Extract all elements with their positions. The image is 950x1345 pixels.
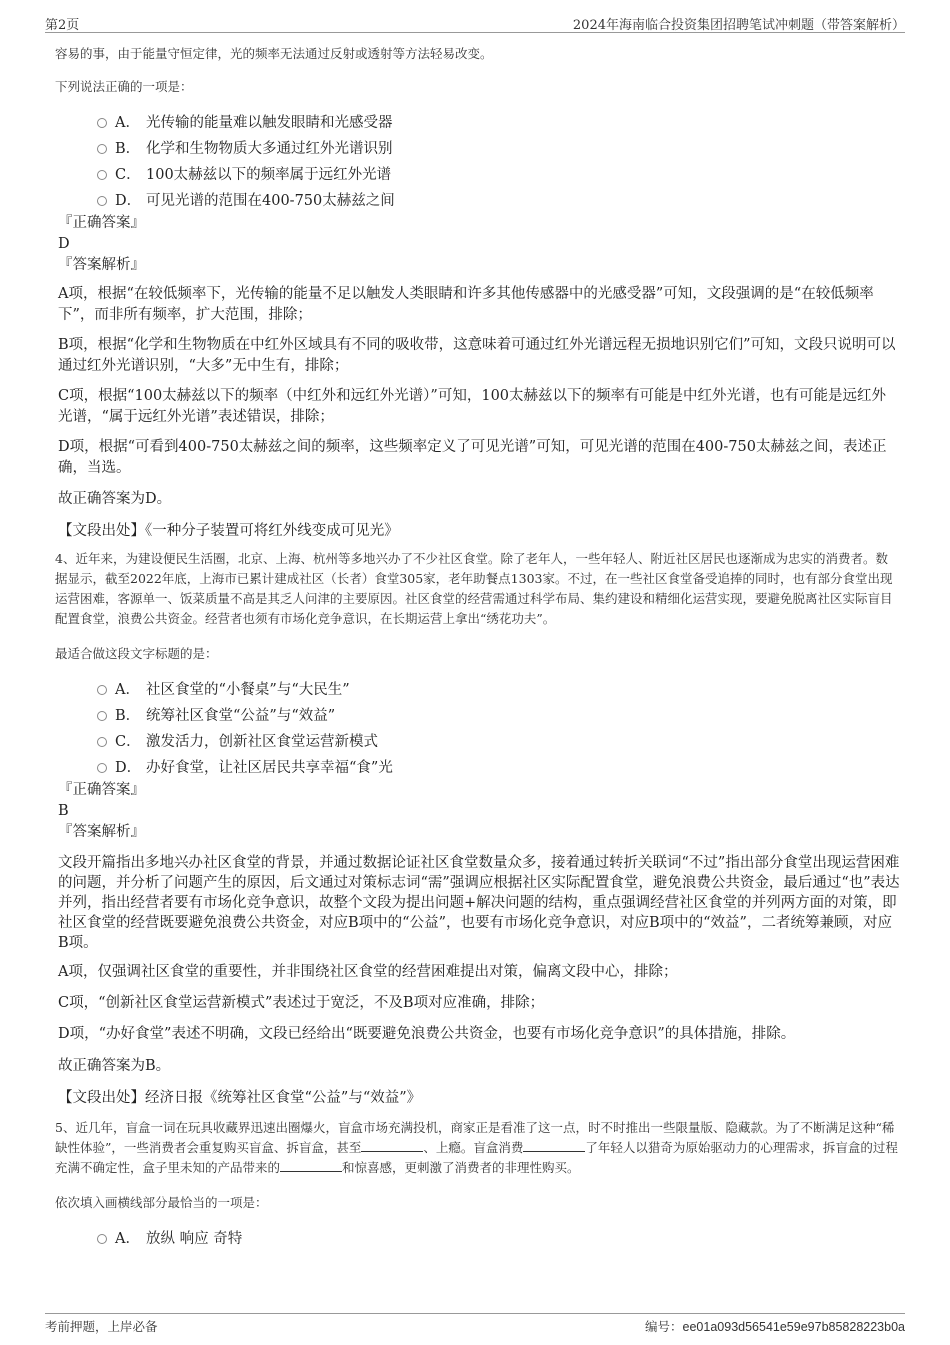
option-a[interactable]: A． 光传输的能量难以触发眼睛和光感受器 — [55, 109, 900, 135]
analysis-conclusion: 故正确答案为B。 — [58, 1058, 171, 1074]
option-b[interactable]: B． 统筹社区食堂“公益”与“效益” — [55, 702, 900, 728]
page-footer — [45, 1313, 905, 1336]
page-number: 第2页 — [45, 18, 80, 33]
analysis-paragraph: B项，根据“化学和生物物质在中红外区域具有不同的吸收带，这意味着可通过红外光谱远程无损地识别它们”可知，文段只说明可以通过红外光谱识别，“大多”无中生有，排除； — [58, 337, 896, 374]
analysis-label: 『答案解析』 — [58, 257, 145, 273]
radio-icon[interactable] — [97, 1234, 107, 1244]
q3-prompt: 下列说法正确的一项是： — [55, 79, 193, 94]
radio-icon[interactable] — [97, 737, 107, 747]
page-header — [45, 10, 905, 33]
fill-blank — [523, 1139, 585, 1152]
option-b[interactable]: B． 化学和生物物质大多通过红外光谱识别 — [55, 135, 900, 161]
radio-icon[interactable] — [97, 685, 107, 695]
analysis-paragraph: C项，根据“100太赫兹以下的频率（中红外和远红外光谱）”可知，100太赫兹以下的频率有可能是中红外光谱，也有可能是远红外光谱，“属于远红外光谱”表述错误，排除； — [58, 388, 887, 425]
radio-icon[interactable] — [97, 711, 107, 721]
document-body — [55, 44, 900, 1251]
answer-label: 『正确答案』 — [58, 782, 145, 798]
option-c[interactable]: C． 100太赫兹以下的频率属于远红外光谱 — [55, 161, 900, 187]
analysis-paragraph: D项，根据“可看到400-750太赫兹之间的频率，这些频率定义了可见光谱”可知，可见光谱的范围在400-750太赫兹之间，表述正确，当选。 — [58, 439, 887, 476]
q4-passage: 4、近年来，为建设便民生活圈，北京、上海、杭州等多地兴办了不少社区食堂。除了老年人，一些年轻人、附近社区居民也逐渐成为忠实的消费者。数据显示，截至2022年底，上海市已累计建成社区（长者）食堂305家，老年助餐点1303家。不过，在一些社区食堂备受追捧的同时，也有部分食堂出现运营困难，客源单一、饭菜质量不高是其乏人问津的主要原因。社区食堂的经营需通过科学布局、集约建设和精细化运营实现，要避免脱离社区实际盲目配置食堂，浪费公共资金。经营者也须有市场化竞争意识，在长期运营上拿出“绣花功夫”。 — [55, 551, 893, 626]
analysis-paragraph: 文段开篇指出多地兴办社区食堂的背景，并通过数据论证社区食堂数量众多，接着通过转折关联词“不过”指出部分食堂出现运营困难的问题，并分析了问题产生的原因，后文通过对策标志词“需”强调应根据社区实际配置食堂，避免浪费公共资金，最后通过“也”表达并列，指出经营者要有市场化竞争意识，故整个文段为提出问题+解决问题的结构，重点强调经营社区食堂的并列两方面的对策，即社区食堂的经营既要避免浪费公共资金，对应B项中的“公益”，也要有市场化竞争意识，对应B项中的“效益”，二者统筹兼顾，对应B项。 — [58, 855, 900, 951]
q3-passage-tail: 容易的事，由于能量守恒定律，光的频率无法通过反射或透射等方法轻易改变。 — [55, 46, 493, 61]
radio-icon[interactable] — [97, 118, 107, 128]
document-code: 编号：ee01a093d56541e59e97b85828223b0a — [645, 1319, 905, 1334]
q4-options — [55, 676, 900, 780]
analysis-paragraph: A项，根据“在较低频率下，光传输的能量不足以触发人类眼睛和许多其他传感器中的光感受器”可知，文段强调的是“在较低频率下”，而非所有频率，扩大范围，排除； — [58, 286, 874, 323]
radio-icon[interactable] — [97, 144, 107, 154]
source-citation: 【文段出处】《一种分子装置可将红外线变成可见光》 — [58, 523, 399, 539]
analysis-paragraph: C项，“创新社区食堂运营新模式”表述过于宽泛，不及B项对应准确，排除； — [58, 995, 545, 1011]
option-c[interactable]: C． 激发活力，创新社区食堂运营新模式 — [55, 728, 900, 754]
radio-icon[interactable] — [97, 763, 107, 773]
document-title: 2024年海南临合投资集团招聘笔试冲刺题（带答案解析） — [572, 18, 905, 33]
analysis-conclusion: 故正确答案为D。 — [58, 491, 172, 507]
option-d[interactable]: D． 可见光谱的范围在400-750太赫兹之间 — [55, 187, 900, 213]
fill-blank — [280, 1159, 342, 1172]
analysis-label: 『答案解析』 — [58, 824, 145, 840]
option-d[interactable]: D． 办好食堂，让社区居民共享幸福“食”光 — [55, 754, 900, 780]
q5-options — [55, 1225, 900, 1251]
q5-prompt: 依次填入画横线部分最恰当的一项是： — [55, 1195, 268, 1210]
answer-label: 『正确答案』 — [58, 215, 145, 231]
footer-slogan: 考前押题，上岸必备 — [45, 1319, 158, 1334]
radio-icon[interactable] — [97, 196, 107, 206]
option-a[interactable]: A． 社区食堂的“小餐桌”与“大民生” — [55, 676, 900, 702]
radio-icon[interactable] — [97, 170, 107, 180]
analysis-paragraph: A项，仅强调社区食堂的重要性，并非围绕社区食堂的经营困难提出对策，偏离文段中心，排除； — [58, 964, 678, 980]
q4-prompt: 最适合做这段文字标题的是： — [55, 646, 218, 661]
answer-value: B — [58, 803, 69, 819]
source-citation: 【文段出处】经济日报《统筹社区食堂“公益”与“效益”》 — [58, 1090, 422, 1106]
answer-value: D — [58, 236, 70, 252]
q3-options — [55, 109, 900, 213]
option-a[interactable]: A． 放纵 响应 奇特 — [55, 1225, 900, 1251]
fill-blank — [361, 1139, 423, 1152]
analysis-paragraph: D项，“办好食堂”表述不明确，文段已经给出“既要避免浪费公共资金，也要有市场化竞争意识”的具体措施，排除。 — [58, 1026, 796, 1042]
q5-passage: 5、近几年，盲盒一词在玩具收藏界迅速出圈爆火，盲盒市场充满投机，商家正是看准了这一点，时不时推出一些限量版、隐藏款。为了不断满足这种“稀缺性体验”，一些消费者会重复购买盲盒、拆盲盒，甚至 、上瘾。盲盒消费 了年轻人以猎奇为原始驱动力的心理需求，拆盲盒的过程充满不确定性，盒子里未知的产品带来的 和惊喜感，更刺激了消费者的非理性购买。 — [55, 1120, 898, 1175]
